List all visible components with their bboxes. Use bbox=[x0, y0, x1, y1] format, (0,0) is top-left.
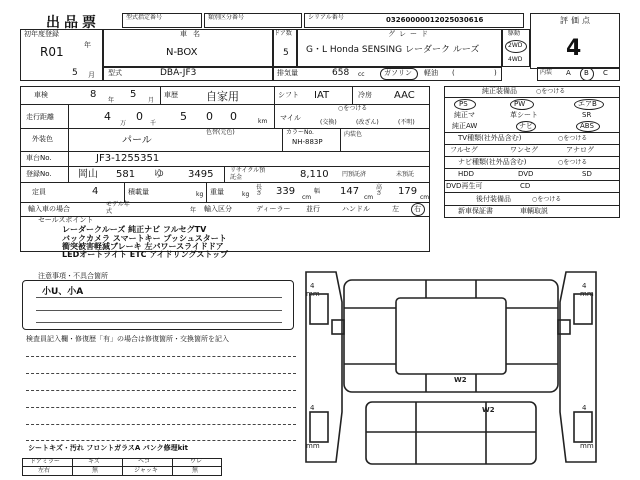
first-reg-label: 初年度登録 bbox=[24, 30, 59, 38]
legend-h1: ドアミラー bbox=[30, 458, 60, 465]
equip-genuine-mat: 純正マ bbox=[454, 111, 475, 119]
import-right: 右 bbox=[414, 205, 421, 213]
equip-genuine-aw: 純正AW bbox=[452, 122, 478, 130]
legend-v2: 無 bbox=[92, 467, 99, 474]
reg-label: 登録No. bbox=[26, 170, 52, 178]
inspect-year-unit: 年 bbox=[108, 97, 115, 104]
recycle-label: リサイクル預託金 bbox=[230, 167, 266, 181]
legend-h2: キズ bbox=[88, 458, 100, 465]
sales-line-2: バックカメラ スマートキー プッシュスタート bbox=[62, 234, 227, 243]
serial-label: シリアル番号 bbox=[308, 14, 344, 21]
tire-fl-mm: mm bbox=[306, 290, 320, 298]
odo-km: km bbox=[258, 118, 268, 125]
load-unit: kg bbox=[196, 191, 204, 198]
odo-digit-2: 0 bbox=[136, 110, 143, 123]
car-rear-body bbox=[366, 402, 536, 464]
serial-value: 0326000001202503061​6 bbox=[386, 16, 484, 24]
import-class-label: 輸入区分 bbox=[204, 205, 232, 213]
inspect-label: 車検 bbox=[34, 91, 48, 99]
interior-grade-label: 内装 bbox=[540, 69, 553, 76]
weight-label: 重量 bbox=[210, 188, 224, 196]
inspect-year: 8 bbox=[90, 89, 97, 100]
inspector-note: 検査員記入欄・修復歴「有」の場合は修復箇所・交換箇所を記入 bbox=[26, 335, 229, 343]
sales-line-4: LEDオートライト ETC アイドリングストップ bbox=[62, 250, 229, 259]
car-name-label: 車名 bbox=[180, 30, 206, 38]
nav-cd: CD bbox=[520, 182, 531, 190]
reg-kana: ゆ bbox=[154, 169, 164, 180]
tv-circle: ○をつける bbox=[558, 135, 588, 142]
odo-mile: マイル bbox=[280, 114, 301, 122]
height-unit: cm bbox=[420, 194, 430, 201]
after-warranty: 新車保証書 bbox=[458, 207, 493, 215]
odo-digit-3: 5 bbox=[180, 110, 187, 123]
drive-2wd: 2WD bbox=[508, 42, 523, 49]
odo-sen: 千 bbox=[150, 120, 157, 127]
legend-v1: 左右 bbox=[38, 467, 51, 474]
equip-circle: ○をつける bbox=[536, 88, 566, 95]
car-name: N-BOX bbox=[166, 47, 198, 58]
interior-color-label: 内装色 bbox=[344, 131, 363, 138]
color-code: NH-883P bbox=[292, 138, 323, 146]
notes-handwritten: 小U、小A bbox=[42, 287, 84, 297]
length-unit: cm bbox=[302, 194, 312, 201]
tire-rl-mm: mm bbox=[306, 442, 320, 450]
interior-grade-c: C bbox=[603, 69, 608, 77]
width-unit: cm bbox=[364, 194, 374, 201]
nav-dvd-play: DVD再生可 bbox=[446, 182, 483, 190]
nav-sd: SD bbox=[582, 170, 592, 178]
color-label: 外装色 bbox=[32, 135, 53, 143]
cooler-label: 冷房 bbox=[358, 91, 372, 99]
fuel-diesel: 軽油 bbox=[424, 69, 438, 77]
first-reg-month-unit: 月 bbox=[88, 71, 95, 79]
odo-note-circle: ○をつける bbox=[338, 105, 368, 112]
car-roof bbox=[396, 298, 506, 374]
nav-hdd: HDD bbox=[458, 170, 475, 178]
equip-ps: PS bbox=[459, 100, 468, 108]
length-value: 339 bbox=[276, 186, 296, 197]
odo-digit-4: 0 bbox=[206, 110, 213, 123]
tv-oneseg: ワンセグ bbox=[510, 146, 538, 154]
import-year-unit: 年 bbox=[190, 207, 197, 214]
use-label: 車歴 bbox=[164, 91, 178, 99]
seat-note: シートキズ・汚れ フロントガラスA パンク修理kit bbox=[28, 444, 188, 452]
nav-label: ナビ種類(社外品含む) bbox=[458, 158, 527, 166]
after-manual: 車輌取説 bbox=[520, 207, 548, 215]
equip-sr: SR bbox=[582, 111, 592, 119]
fuel-other-close: ) bbox=[494, 69, 497, 77]
nav-circle: ○をつける bbox=[558, 159, 588, 166]
import-parallel: 並行 bbox=[306, 205, 320, 213]
damage-mark-rear: W2 bbox=[482, 406, 495, 414]
tire-fr-mm: mm bbox=[580, 290, 594, 298]
class-label: 類別区分番号 bbox=[208, 14, 245, 21]
grade-value: G・L Honda SENSING レーダーク ルーズ bbox=[306, 45, 480, 55]
fuel-other: ( bbox=[452, 69, 455, 77]
recycle-value: 8,110 bbox=[300, 169, 329, 180]
reg-class: 581 bbox=[116, 169, 136, 180]
width-label: 幅 bbox=[314, 188, 321, 195]
import-handle: ハンドル bbox=[342, 205, 370, 213]
first-reg-year-unit: 年 bbox=[84, 41, 91, 49]
car-damage-diagram bbox=[296, 262, 636, 480]
drive-4wd: 4WD bbox=[508, 56, 523, 63]
legend-v3: ジャッキ bbox=[134, 467, 158, 474]
cap-value: 4 bbox=[92, 186, 99, 197]
reg-office: 岡山 bbox=[78, 169, 98, 180]
equip-airbag: エアB bbox=[578, 100, 597, 108]
length-label: 長さ bbox=[256, 184, 263, 197]
inspect-month-unit: 月 bbox=[148, 97, 155, 104]
tv-fullseg: フルセグ bbox=[450, 146, 478, 154]
drive-label: 駆動 bbox=[508, 30, 521, 37]
fuel-gas: ガソリン bbox=[384, 69, 412, 77]
score-label: 評価点 bbox=[560, 16, 593, 25]
disp-label: 排気量 bbox=[277, 69, 298, 77]
legend-v4: 無 bbox=[192, 467, 199, 474]
import-dealer: ディーラー bbox=[256, 205, 291, 213]
odo-note-unknown: (不明) bbox=[398, 119, 415, 126]
height-value: 179 bbox=[398, 186, 418, 197]
sheet-title: 出品票 bbox=[46, 15, 100, 31]
interior-grade-a: A bbox=[566, 69, 571, 77]
tire-rr-mm: mm bbox=[580, 442, 594, 450]
odo-digit-5: 0 bbox=[230, 110, 237, 123]
tv-analog: アナログ bbox=[566, 146, 594, 154]
notes-label: 注意事項・不具合箇所 bbox=[38, 272, 108, 280]
first-reg-era: R01 bbox=[40, 45, 64, 59]
grade-label: グレード bbox=[388, 30, 432, 38]
reg-number: 3495 bbox=[188, 169, 214, 180]
tv-label: TV種類(社外品含む) bbox=[458, 134, 522, 142]
width-value: 147 bbox=[340, 186, 360, 197]
tire-fr-num: 4 bbox=[582, 282, 587, 290]
disp-value: 658 bbox=[332, 68, 350, 78]
format-label: 型式指定番号 bbox=[126, 14, 163, 21]
color-value: パール bbox=[122, 135, 152, 146]
frame-label: 車台No. bbox=[26, 154, 52, 162]
shift-label: シフト bbox=[278, 91, 299, 99]
sales-line-3: 衝突被害軽減ブレーキ 左パワースライドドア bbox=[62, 242, 224, 251]
load-label: 積載量 bbox=[128, 188, 149, 196]
after-circle: ○をつける bbox=[532, 196, 562, 203]
sales-line-1: レーダークルーズ 純正ナビ フルセグTV bbox=[62, 225, 207, 234]
equip-navi: ナビ bbox=[519, 122, 533, 130]
inspect-month: 5 bbox=[130, 89, 137, 100]
odo-digit-1: 4 bbox=[104, 110, 111, 123]
sales-label: セールスポイント bbox=[38, 216, 94, 224]
tire-rl-num: 4 bbox=[310, 404, 315, 412]
frame-value: JF3-1255351 bbox=[96, 153, 160, 164]
tire-fl-num: 4 bbox=[310, 282, 315, 290]
first-reg-month: 5 bbox=[72, 68, 78, 78]
cap-label: 定員 bbox=[32, 188, 46, 196]
equip-abs: ABS bbox=[580, 122, 594, 130]
odo-note-tamper: (改ざん) bbox=[356, 119, 379, 126]
car-right-side bbox=[560, 272, 596, 462]
cooler-value: AAC bbox=[394, 90, 415, 101]
doors-value: 5 bbox=[283, 48, 289, 58]
odo-note-exchange: (交換) bbox=[320, 119, 337, 126]
after-label: 後付装備品 bbox=[476, 195, 511, 203]
use-value: 自家用 bbox=[206, 90, 239, 103]
equip-title: 純正装備品 bbox=[482, 87, 517, 95]
nav-dvd: DVD bbox=[518, 170, 534, 178]
import-model-year: モデル年式 bbox=[106, 201, 130, 215]
recycle-none: 未預託 bbox=[396, 171, 415, 178]
tire-rr-num: 4 bbox=[582, 404, 587, 412]
equip-leather: 革シート bbox=[510, 111, 538, 119]
import-left: 左 bbox=[392, 205, 399, 213]
recycle-unit: 円預託済 bbox=[342, 171, 367, 178]
import-label: 輸入車の場合 bbox=[28, 205, 70, 213]
equip-pw: PW bbox=[514, 100, 526, 108]
height-label: 高さ bbox=[376, 184, 383, 197]
car-top-body bbox=[344, 280, 558, 392]
score-value: 4 bbox=[566, 36, 582, 61]
color-change-label: 色替(元色) bbox=[206, 129, 235, 136]
odo-label: 走行距離 bbox=[26, 113, 54, 121]
odo-man: 万 bbox=[120, 120, 127, 127]
interior-grade-b: B bbox=[584, 69, 589, 77]
shift-value: IAT bbox=[314, 90, 330, 101]
legend-h3: ヘコ bbox=[138, 458, 151, 465]
doors-label: ドア数 bbox=[274, 30, 292, 37]
legend-h4: ワレ bbox=[190, 458, 203, 465]
weight-unit: kg bbox=[242, 191, 250, 198]
car-left-side bbox=[306, 272, 342, 462]
disp-unit: cc bbox=[358, 71, 365, 78]
color-code-label: カラーNo. bbox=[286, 129, 314, 136]
damage-mark-front: W2 bbox=[454, 376, 467, 384]
model-label: 型式 bbox=[108, 69, 122, 77]
model-value: DBA-JF3 bbox=[160, 68, 197, 78]
